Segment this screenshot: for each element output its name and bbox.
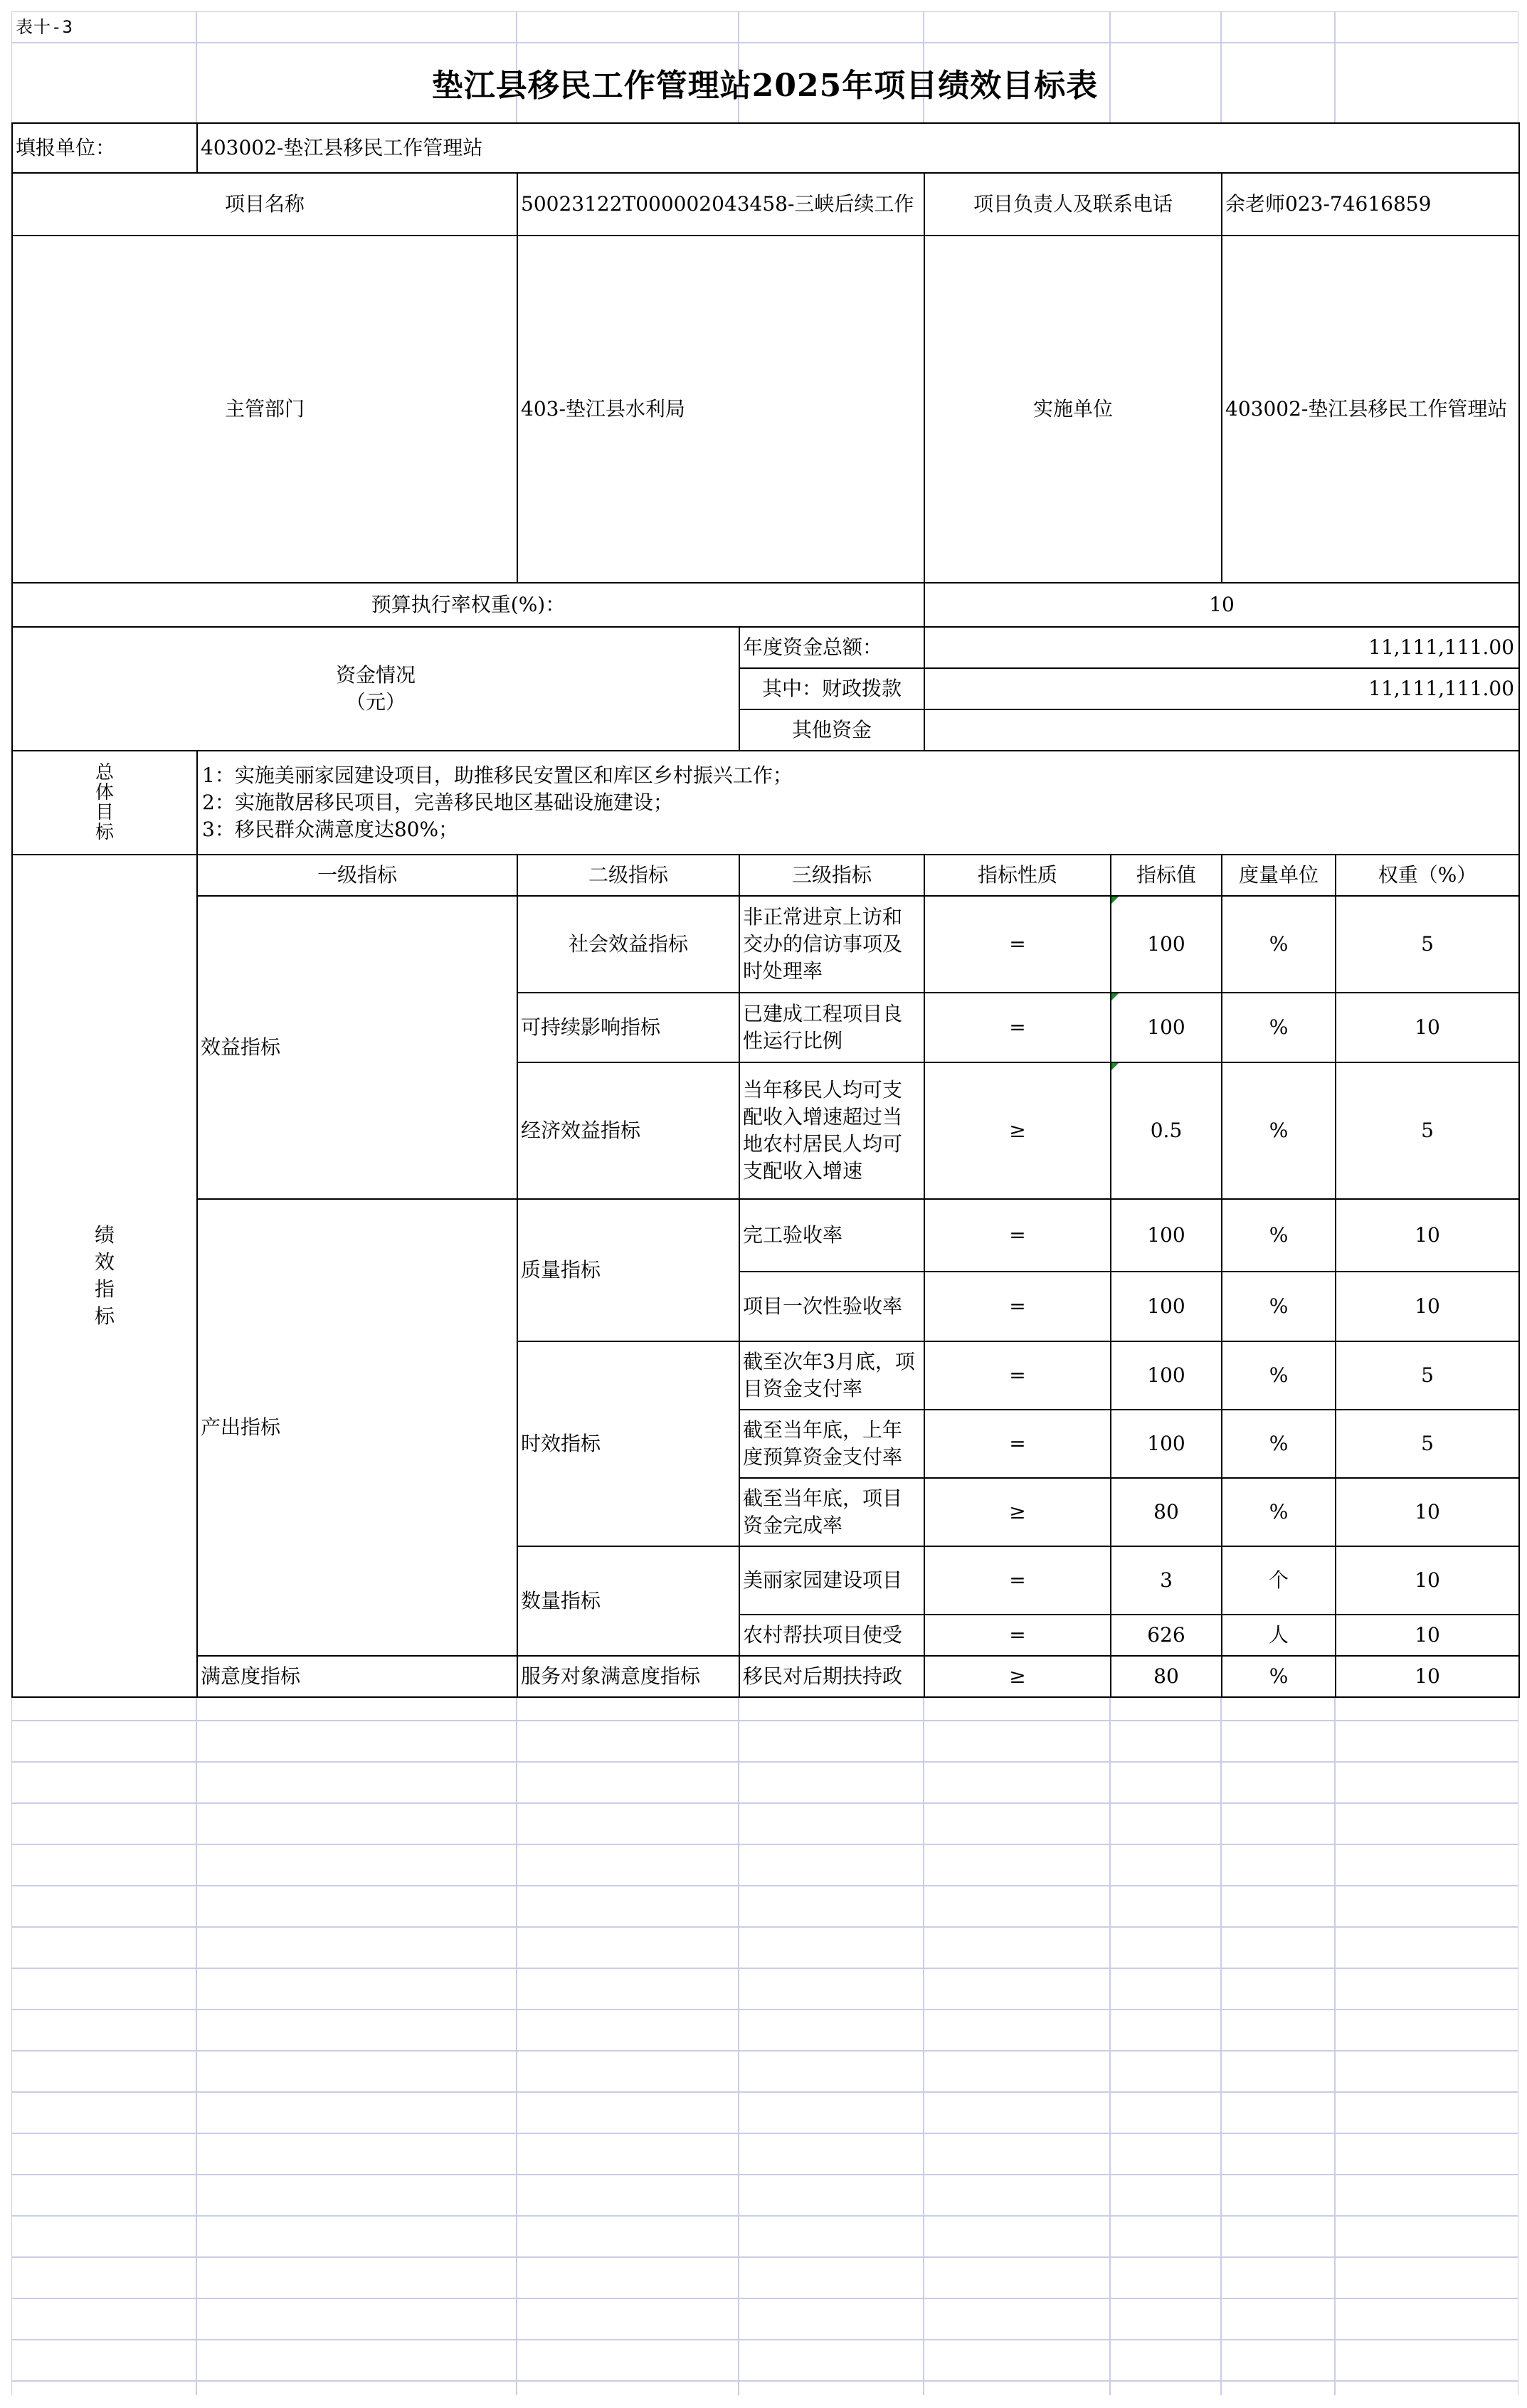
filler-label: 填报单位： [12, 123, 197, 173]
table-row [12, 1199, 1519, 1272]
project-name-label: 项目名称 [12, 173, 517, 236]
page-title: 垫江县移民工作管理站2025年项目绩效目标表 [431, 68, 1099, 104]
level3-cell [739, 1615, 924, 1656]
goal-line-1: 1：实施美丽家园建设项目，助推移民安置区和库区乡村振兴工作； [202, 764, 793, 787]
project-name-value: 50023122T000002043458-三峡后续工作 [517, 173, 924, 236]
value-cell: 100 [1111, 1410, 1222, 1478]
value-cell: 100 [1111, 896, 1222, 993]
weight-cell: 10 [1336, 1546, 1519, 1615]
level2-quality: 质量指标 [517, 1199, 739, 1341]
nature-cell: ≥ [924, 1062, 1111, 1199]
budget-weight-value: 10 [924, 583, 1519, 627]
overall-goal-text [197, 751, 1519, 855]
level3-cell [739, 1656, 924, 1697]
level2-sustain: 可持续影响指标 [517, 993, 739, 1062]
value-cell: 100 [1111, 1199, 1222, 1272]
level3-text: 移民对后期扶持政 [743, 1664, 903, 1688]
weight-cell: 10 [1336, 1615, 1519, 1656]
header-nature: 指标性质 [924, 855, 1111, 896]
goal-line-2: 2：实施散居移民项目，完善移民地区基础设施建设； [202, 791, 673, 814]
level1-output: 产出指标 [197, 1199, 517, 1656]
dept-label: 主管部门 [12, 236, 517, 583]
funds-other-value [924, 709, 1519, 751]
header-level1: 一级指标 [197, 855, 517, 896]
funds-label-line2: （元） [345, 690, 406, 714]
value-cell: 3 [1111, 1546, 1222, 1615]
perf-char-2: 效 [94, 1250, 115, 1274]
level2-timeliness: 时效指标 [517, 1341, 739, 1546]
header-value: 指标值 [1111, 855, 1222, 896]
nature-cell: = [924, 1341, 1111, 1410]
perf-char-4: 标 [94, 1304, 115, 1328]
level2-social: 社会效益指标 [517, 896, 739, 993]
nature-cell: = [924, 1546, 1111, 1615]
dept-value: 403-垫江县水利局 [517, 236, 924, 583]
unit-cell: % [1222, 1062, 1336, 1199]
header-weight: 权重（%） [1336, 855, 1519, 896]
weight-cell: 10 [1336, 1272, 1519, 1341]
goal-char-1: 总 [95, 762, 114, 783]
level2-service: 服务对象满意度指标 [517, 1656, 739, 1697]
perf-char-1: 绩 [94, 1223, 115, 1247]
value-cell: 80 [1111, 1656, 1222, 1697]
nature-cell: ≥ [924, 1478, 1111, 1546]
nature-cell: = [924, 1199, 1111, 1272]
unit-cell: % [1222, 896, 1336, 993]
nature-cell: = [924, 1272, 1111, 1341]
level3-cell: 非正常进京上访和交办的信访事项及时处理率 [739, 896, 924, 993]
funds-total-label: 年度资金总额： [739, 627, 924, 668]
table-row [12, 896, 1519, 993]
weight-cell: 5 [1336, 1341, 1519, 1410]
weight-cell: 5 [1336, 1410, 1519, 1478]
level1-satisfaction: 满意度指标 [197, 1656, 517, 1697]
funds-label [12, 627, 739, 751]
level2-quantity: 数量指标 [517, 1546, 739, 1656]
value-cell: 80 [1111, 1478, 1222, 1546]
impl-label: 实施单位 [924, 236, 1222, 583]
perf-char-3: 指 [94, 1277, 115, 1301]
goal-char-4: 标 [95, 822, 114, 843]
level3-cell: 截至当年底，项目资金完成率 [739, 1478, 924, 1546]
weight-cell: 5 [1336, 896, 1519, 993]
impl-value: 403002-垫江县移民工作管理站 [1222, 236, 1519, 583]
unit-cell: % [1222, 993, 1336, 1062]
funds-label-line1: 资金情况 [335, 663, 416, 687]
value-cell: 100 [1111, 1272, 1222, 1341]
budget-weight-label: 预算执行率权重(%)： [12, 583, 924, 627]
perf-header-row [12, 855, 1519, 896]
value-cell: 0.5 [1111, 1062, 1222, 1199]
weight-cell: 10 [1336, 1656, 1519, 1697]
level3-cell: 截至次年3月底，项目资金支付率 [739, 1341, 924, 1410]
unit-cell: % [1222, 1272, 1336, 1341]
header-level3: 三级指标 [739, 855, 924, 896]
weight-cell: 10 [1336, 993, 1519, 1062]
title-row [11, 43, 1518, 122]
unit-cell: % [1222, 1341, 1336, 1410]
level3-cell: 截至当年底，上年度预算资金支付率 [739, 1410, 924, 1478]
level3-text: 农村帮扶项目使受 [743, 1623, 903, 1647]
table-row [12, 1656, 1519, 1697]
budget-weight-row [12, 583, 1519, 627]
filler-row [12, 123, 1519, 173]
funds-fiscal-value: 11,111,111.00 [924, 668, 1519, 709]
unit-cell: % [1222, 1410, 1336, 1478]
nature-cell: = [924, 896, 1111, 993]
unit-cell: 个 [1222, 1546, 1336, 1615]
unit-cell: % [1222, 1656, 1336, 1697]
goal-char-3: 目 [95, 802, 114, 823]
unit-cell: 人 [1222, 1615, 1336, 1656]
goal-line-3: 3：移民群众满意度达80%； [202, 818, 459, 841]
funds-other-label: 其他资金 [739, 709, 924, 751]
leader-value: 余老师023-74616859 [1222, 173, 1519, 236]
weight-cell: 10 [1336, 1478, 1519, 1546]
overall-goal-row [12, 751, 1519, 855]
leader-label: 项目负责人及联系电话 [924, 173, 1222, 236]
value-cell: 626 [1111, 1615, 1222, 1656]
nature-cell: = [924, 1615, 1111, 1656]
filler-value: 403002-垫江县移民工作管理站 [197, 123, 1519, 173]
level1-benefit: 效益指标 [197, 896, 517, 1199]
level3-cell: 完工验收率 [739, 1199, 924, 1272]
level3-cell: 美丽家园建设项目 [739, 1546, 924, 1615]
weight-cell: 5 [1336, 1062, 1519, 1199]
sheet-tag: 表十-3 [16, 17, 73, 37]
nature-cell: = [924, 1410, 1111, 1478]
weight-cell: 10 [1336, 1199, 1519, 1272]
level3-cell: 已建成工程项目良性运行比例 [739, 993, 924, 1062]
value-cell: 100 [1111, 1341, 1222, 1410]
overall-goal-label [12, 751, 197, 855]
funds-total-row [12, 627, 1519, 668]
nature-cell: = [924, 993, 1111, 1062]
level2-economic: 经济效益指标 [517, 1062, 739, 1199]
header-level2: 二级指标 [517, 855, 739, 896]
funds-fiscal-label: 其中：财政拨款 [739, 668, 924, 709]
unit-cell: % [1222, 1199, 1336, 1272]
level3-cell: 项目一次性验收率 [739, 1272, 924, 1341]
funds-total-value: 11,111,111.00 [924, 627, 1519, 668]
perf-label [12, 855, 197, 1697]
unit-cell: % [1222, 1478, 1336, 1546]
header-unit: 度量单位 [1222, 855, 1336, 896]
goal-char-2: 体 [95, 782, 114, 803]
performance-table [11, 122, 1520, 1698]
project-name-row [12, 173, 1519, 236]
value-cell: 100 [1111, 993, 1222, 1062]
nature-cell: ≥ [924, 1656, 1111, 1697]
level3-cell: 当年移民人均可支配收入增速超过当地农村居民人均可支配收入增速 [739, 1062, 924, 1199]
department-row [12, 236, 1519, 583]
